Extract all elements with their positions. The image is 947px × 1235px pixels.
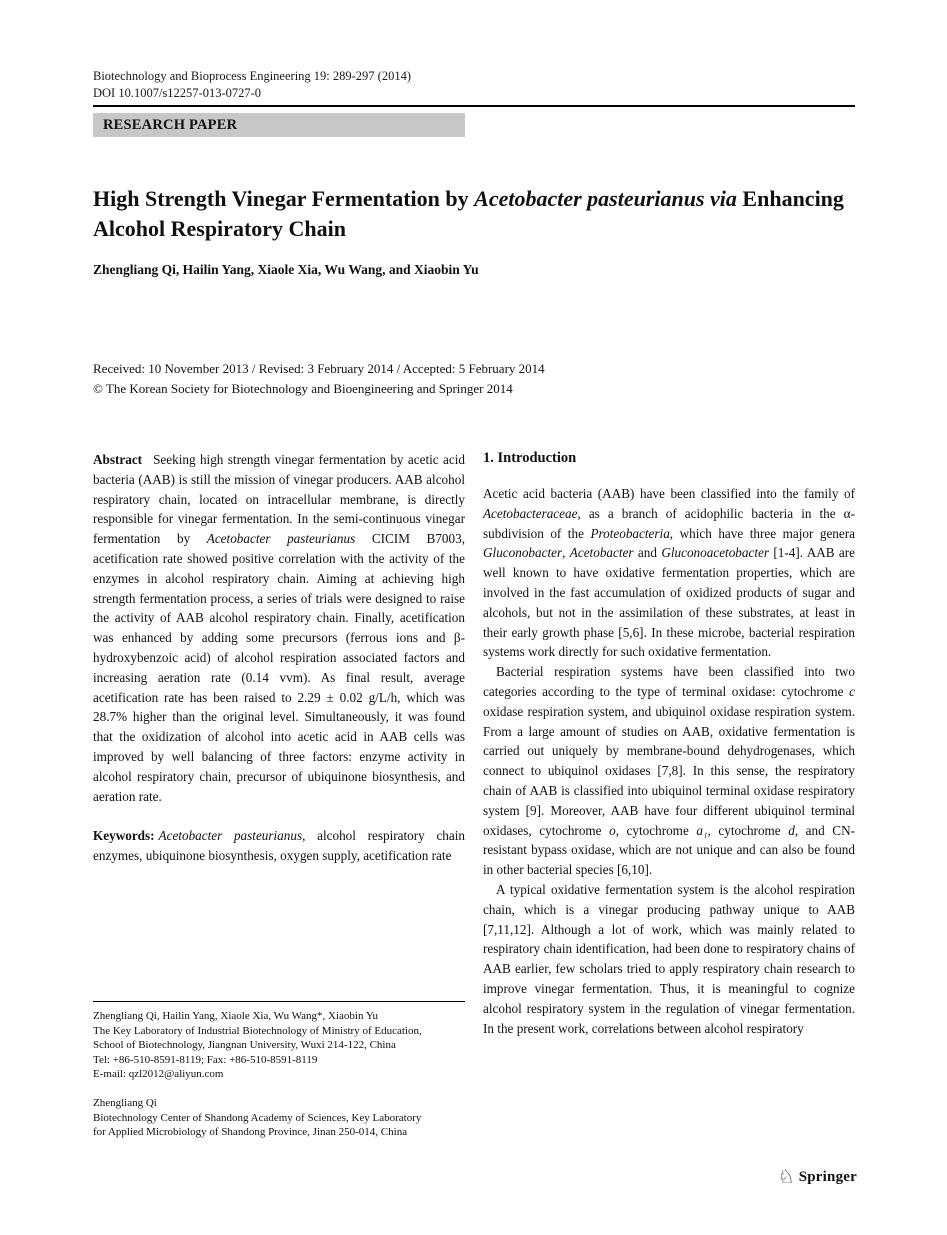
header-rule — [93, 105, 855, 107]
footnote-line: Zhengliang Qi — [93, 1096, 157, 1109]
introduction-heading: 1. Introduction — [483, 450, 577, 466]
section-banner: RESEARCH PAPER — [93, 113, 465, 137]
right-column — [483, 450, 855, 1038]
left-column — [93, 450, 465, 866]
dates-line: Received: 10 November 2013 / Revised: 3 February 2014 / Accepted: 5 February 2014 — [93, 361, 545, 376]
keywords-text: Acetobacter pasteurianus, alcohol respiratory chain enzymes, ubiquinone biosynthesis, oxygen supply, acetification rate — [93, 828, 465, 864]
keywords-paragraph — [93, 826, 465, 866]
copyright-line: © The Korean Society for Biotechnology and Bioengineering and Springer 2014 — [93, 381, 513, 396]
springer-logo — [778, 1168, 857, 1187]
keywords-label: Keywords: — [93, 828, 155, 844]
intro-paragraph-1: Acetic acid bacteria (AAB) have been classified into the family of Acetobacteraceae, as a branch of acidophilic bacteria in the α-subdivision of the Proteobacteria, which have three major genera Gluconobacter, Acetobacter and Gluconoacetobacter [1-4]. AAB are well known to have oxidative fermentation properties, which are involved in the fast accumulation of oxidized products of sugar and alcohols, but not in the assimilation of these substrates, at least in their early growth phase [5,6]. In these microbe, bacterial respiration systems work directly for such oxidative fermentation. — [483, 486, 856, 660]
paper-title: High Strength Vinegar Fermentation by Acetobacter pasteurianus via Enhancing Alcohol Respiratory Chain — [93, 186, 844, 241]
footnote-line: for Applied Microbiology of Shandong Province, Jinan 250-014, China — [93, 1126, 408, 1139]
abstract-paragraph — [93, 450, 465, 806]
footnote-line: Biotechnology Center of Shandong Academy of Sciences, Key Laboratory — [93, 1111, 422, 1124]
footnote-line: School of Biotechnology, Jiangnan University, Wuxi 214-122, China — [93, 1039, 396, 1052]
authors-line: Zhengliang Qi, Hailin Yang, Xiaole Xia, Wu Wang, and Xiaobin Yu — [93, 262, 479, 277]
footnote-line: The Key Laboratory of Industrial Biotechnology of Ministry of Education, — [93, 1024, 422, 1037]
intro-paragraph-2: Bacterial respiration systems have been classified into two categories according to the type of terminal oxidase: cytochrome c oxidase respiration system, and ubiquinol oxidase respiration system. From a large amount of studies on AAB, oxidative fermentation is carried out uniquely by membrane-bound dehydrogenases, which connect to ubiquinol oxidases [7,8]. In this sense, the respiratory chain of AAB is classified into ubiquinol terminal oxidase respiratory system [9]. Moreover, AAB have four different ubiquinol terminal oxidases, cytochrome o, cytochrome a₁, cytochrome d, and CN-resistant bypass oxidase, which are not unique and can also be found in other bacterial species [6,10]. — [483, 664, 855, 878]
intro-paragraph-3: A typical oxidative fermentation system is the alcohol respiration chain, which is a vinegar producing pathway unique to AAB [7,11,12]. Although a lot of work, which was mainly related to respiratory chain identification, had been done to respiratory chains of AAB earlier, few scholars tried to apply respiratory chain research to improve vinegar fermentation. Thus, it is meaningful to cognize alcohol respiratory system in the regulation of vinegar fermentation. In the present work, correlations between alcohol respiratory — [483, 881, 855, 1036]
footnote-line: Tel: +86-510-8591-8119; Fax: +86-510-8591-8119 — [93, 1053, 318, 1066]
footnote-line: Zhengliang Qi, Hailin Yang, Xiaole Xia, Wu Wang*, Xiaobin Yu — [93, 1010, 379, 1022]
springer-knight-icon: ♘ — [777, 1167, 795, 1188]
journal-citation-line: Biotechnology and Bioprocess Engineering 19: 289-297 (2014) — [93, 69, 411, 83]
footnote-email-line: E-mail: qzl2012@aliyun.com — [93, 1068, 224, 1081]
doi-line: DOI 10.1007/s12257-013-0727-0 — [93, 86, 262, 100]
springer-logo-text: Springer — [798, 1169, 857, 1185]
abstract-label: Abstract — [93, 452, 143, 467]
abstract-text: Seeking high strength vinegar fermentation by acetic acid bacteria (AAB) is still the mission of vinegar producers. AAB alcohol respiratory chain, located on intracellular membrane, is directly responsible for vinegar fermentation. In the semi-continuous vinegar fermentation by Acetobacter pasteurianus CICIM B7003, acetification rate showed positive correlation with the activity of the enzymes in alcohol respiratory chain. Aiming at achieving high strength fermentation process, a series of trials were designed to raise the activity of AAB alcohol respiratory chain. Finally, acetification was enhanced by adding some precursors (ferrous ions and β-hydroxybenzoic acid) of alcohol respiration associated factors and increasing aeration rate (0.14 vvm). As final result, average acetification rate has been raised to 2.29 ± 0.02 g/L/h, which was 28.7% higher than the original level. Simultaneously, it was found that the oxidization of alcohol into acetic acid in AAB cells was improved by well balancing of three factors: enzyme activity in alcohol respiratory chain, precursor of ubiquinone biosynthesis, and aeration rate. — [93, 452, 465, 804]
correspondence-footnote — [93, 1001, 465, 1140]
